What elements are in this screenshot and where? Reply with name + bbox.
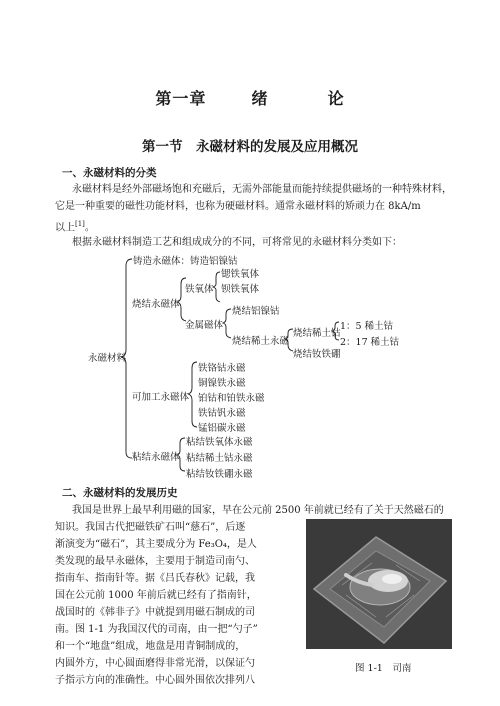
tree-ndfeb: 烧结钕铁硼	[293, 349, 341, 360]
tree-bonded-item: 粘结钕铁硼永磁	[186, 469, 253, 480]
tree-smco-item: 1：5 稀土钴	[340, 321, 394, 332]
tree-sintered: 烧结永磁体	[132, 299, 180, 310]
para3-line: 渐演变为“磁石”，其主要成分为 Fe₃O₄，是人	[55, 539, 257, 550]
para3-line: 类发现的最早永磁体，主要用于制造司南勺、	[55, 556, 255, 567]
tree-bonded-item: 粘结稀土钴永磁	[186, 453, 253, 464]
para3-line: 我国是世界上最早利用磁的国家，早在公元前 2500 年前就已经有了关于天然磁石的	[72, 505, 444, 516]
para1-line3-end: 。	[84, 222, 95, 234]
tree-smco: 烧结稀土钴	[293, 328, 341, 339]
para3-line: 内圆外方，中心圆面磨得非常光滑，以保证勺	[55, 658, 255, 669]
tree-ferrite: 铁氧体	[185, 284, 214, 295]
tree-machinable-item: 铁钴钒永磁	[198, 408, 246, 419]
tree-smco-item: 2：17 稀土钴	[340, 337, 400, 348]
para3-line: 子指示方向的准确性。中心圆外围依次排列八	[55, 675, 255, 686]
para3-line: 和一个“地盘”组成，地盘是用青铜制成的，	[55, 641, 246, 652]
para3-line: 战国时的《韩非子》中就提到用磁石制成的司	[55, 607, 255, 618]
tree-bonded: 粘结永磁体	[132, 452, 180, 463]
figure-caption: 图 1-1 司南	[355, 663, 412, 674]
tree-machinable: 可加工永磁体	[132, 392, 190, 403]
tree-rare-earth: 烧结稀土永磁	[232, 336, 290, 347]
section-title: 第一节 永磁材料的发展及应用概况	[142, 139, 358, 155]
tree-alnico: 烧结铝镍钴	[232, 306, 280, 317]
para2: 根据永磁材料制造工艺和组成成分的不同，可将常见的永磁材料分类如下：	[72, 237, 402, 248]
para3-line: 国在公元前 1000 年前后就已经有了指南针，	[55, 590, 257, 601]
reference-marker[interactable]: [1]	[75, 220, 85, 228]
subsection-title-classification: 一、永磁材料的分类	[62, 167, 157, 179]
para1-line2: 它是一种重要的磁性功能材料，也称为硬磁材料。通常永磁材料的矫顽力在 8kA/m	[55, 201, 421, 212]
tree-bonded-item: 粘结铁氧体永磁	[186, 437, 253, 448]
tree-cast: 铸造永磁体：铸造铝镍钴	[133, 256, 238, 267]
chapter-label: 第一章	[155, 89, 207, 108]
tree-metal: 金属磁体	[185, 320, 224, 331]
chapter-title-char-1: 绪	[251, 89, 269, 108]
sinan-photo	[306, 519, 452, 649]
tree-ferrite-item: 钡铁氧体	[221, 284, 260, 295]
tree-ferrite-item: 锶铁氧体	[221, 269, 260, 280]
para3-line: 南。图 1-1 为我国汉代的司南，由一把“勺子”	[55, 624, 258, 635]
subsection-title-history: 二、永磁材料的发展历史	[62, 487, 178, 499]
tree-machinable-item: 铁铬钴永磁	[198, 363, 246, 374]
para1-line3-text: 以上	[55, 222, 75, 234]
chapter-title-char-2: 论	[327, 89, 345, 108]
para3-line: 指南车、指南针等。据《吕氏春秋》记载，我	[55, 573, 255, 584]
para1-line1: 永磁材料是经外部磁场饱和充磁后，无需外部能量而能持续提供磁场的一种特殊材料，	[72, 184, 452, 195]
tree-machinable-item: 铂钴和铂铁永磁	[198, 393, 265, 404]
tree-root: 永磁材料	[88, 353, 127, 364]
para3-line: 知识。我国古代把磁铁矿石叫“慈石”，后逐	[55, 522, 246, 533]
tree-machinable-item: 铜镍铁永磁	[198, 378, 246, 389]
tree-machinable-item: 锰铝碳永磁	[198, 423, 246, 434]
